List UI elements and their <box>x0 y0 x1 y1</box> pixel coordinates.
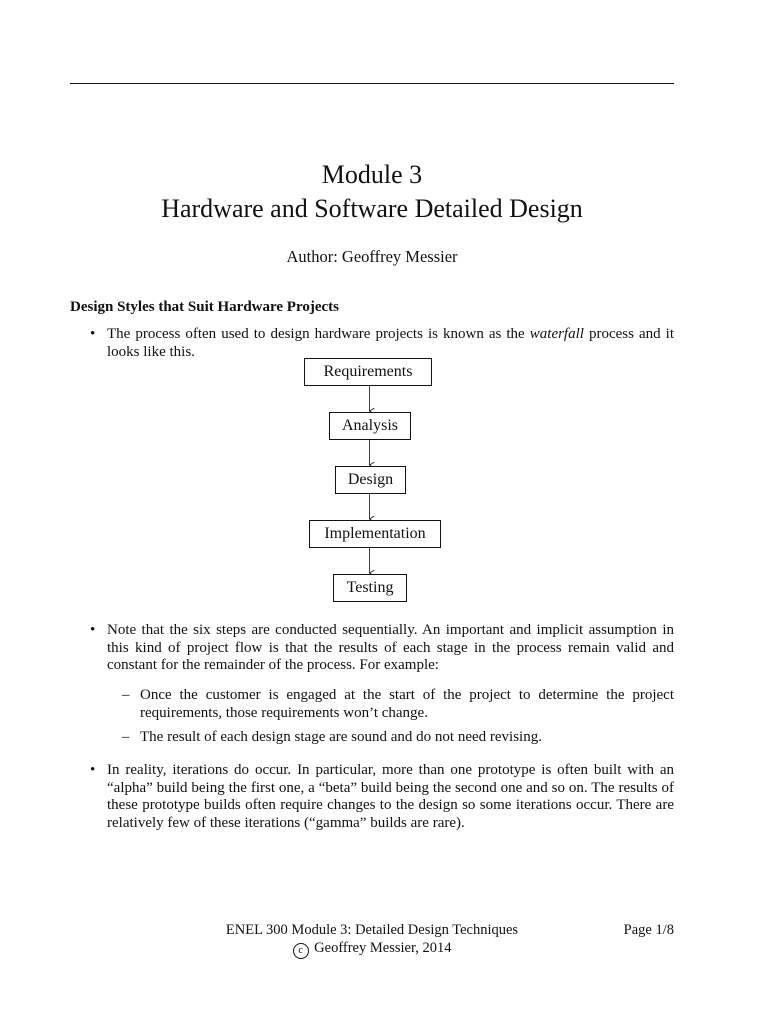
footer-course: ENEL 300 Module 3: Detailed Design Techniques <box>225 922 519 938</box>
bullet-marker: • <box>90 762 96 778</box>
bullet-marker: • <box>90 326 96 342</box>
waterfall-text-end: process and it looks like this. <box>107 326 675 360</box>
author-line: Author: Geoffrey Messier <box>286 247 458 266</box>
module-title: Module 3 <box>321 160 423 189</box>
footer-info <box>150 921 594 959</box>
footer-copyright <box>150 939 594 959</box>
dash-marker: – <box>122 729 130 745</box>
sub-bullet-requirements: Once the customer is engaged at the start of the project to determine the project requirements, those requirements won’t change. <box>140 687 674 721</box>
waterfall-text-start: The process often used to design hardware projects is known as the <box>107 326 530 342</box>
bullet-paragraph-iterations: In reality, iterations do occur. In particular, more than one prototype is often built with an “alpha” build being the first one, a “beta” build being the second one and so on. The results of these prototype builds often require changes to the design so some iterations occur. There are relatively few of these iterations (“gamma” builds are rare). <box>107 762 674 831</box>
sub-bullet-design-stage: The result of each design stage are sound and do not need revising. <box>140 729 542 745</box>
footer-copyright-text: Geoffrey Messier, 2014 <box>314 940 452 956</box>
flow-step-requirements: Requirements <box>304 358 432 386</box>
flow-step-design: Design <box>335 466 406 494</box>
page-number: Page 1/8 <box>623 922 674 938</box>
section-heading: Design Styles that Suit Hardware Projects <box>70 299 340 315</box>
flow-step-analysis: Analysis <box>329 412 411 440</box>
waterfall-emphasis: waterfall <box>529 326 584 342</box>
dash-marker: – <box>122 687 130 703</box>
copyright-icon: c <box>293 943 309 959</box>
flow-step-testing: Testing <box>333 574 407 602</box>
flow-step-implementation: Implementation <box>309 520 441 548</box>
bullet-paragraph-sequential: Note that the six steps are conducted sequentially. An important and implicit assumption in this kind of project flow is that the results of each stage in the process remain valid and constant for the remainder of the process. For example: <box>107 622 674 673</box>
module-subtitle: Hardware and Software Detailed Design <box>161 194 583 223</box>
bullet-marker: • <box>90 622 96 638</box>
